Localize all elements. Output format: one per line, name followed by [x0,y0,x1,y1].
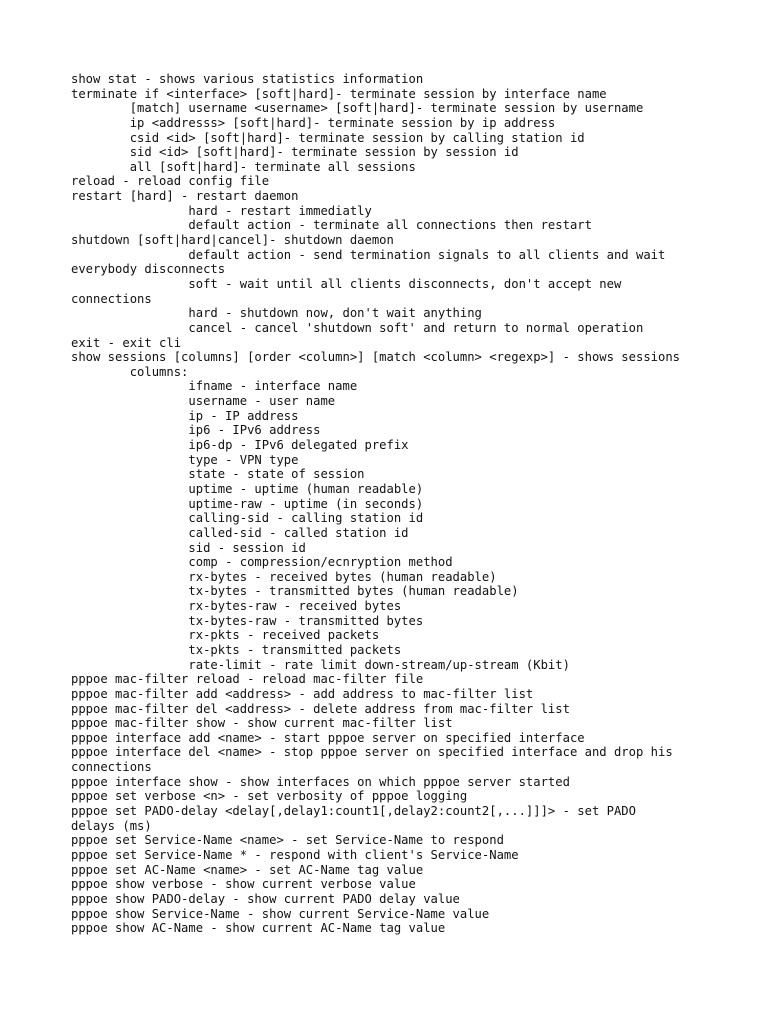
text-line: ip6 - IPv6 address [71,423,321,438]
text-line: connections [71,291,152,306]
text-line: ip6-dp - IPv6 delegated prefix [71,438,409,453]
text-line: rx-pkts - received packets [71,628,380,643]
text-line: show sessions [columns] [order <column>] [match <column> <regexp>] - shows sessions [71,350,681,365]
text-line: type - VPN type [71,452,299,467]
text-line: csid <id> [soft|hard]- terminate session by calling station id [71,130,585,145]
text-line: pppoe show Service-Name - show current Service-Name value [71,906,490,921]
text-line: shutdown [soft|hard|cancel]- shutdown daemon [71,233,394,248]
text-line: pppoe set verbose <n> - set verbosity of pppoe logging [71,789,468,804]
text-line: rate-limit - rate limit down-stream/up-stream (Kbit) [71,657,570,672]
text-line: tx-bytes-raw - transmitted bytes [71,613,424,628]
text-line: pppoe interface show - show interfaces on which pppoe server started [71,774,570,789]
text-line: default action - terminate all connections then restart [71,218,592,233]
text-line: restart [hard] - restart daemon [71,189,299,204]
text-line: sid - session id [71,540,306,555]
text-line: everybody disconnects [71,262,226,277]
text-line: pppoe show verbose - show current verbose value [71,877,416,892]
text-line: pppoe set AC-Name <name> - set AC-Name tag value [71,862,424,877]
text-line: pppoe mac-filter reload - reload mac-filter file [71,672,424,687]
text-line: ifname - interface name [71,379,358,394]
text-line: connections [71,760,152,775]
text-line: all [soft|hard]- terminate all sessions [71,159,416,174]
text-line: calling-sid - calling station id [71,511,424,526]
text-line: terminate if <interface> [soft|hard]- terminate session by interface name [71,86,607,101]
text-line: cancel - cancel 'shutdown soft' and return to normal operation [71,320,644,335]
text-line: ip - IP address [71,408,299,423]
text-line: hard - shutdown now, don't wait anything [71,306,482,321]
text-line: pppoe set Service-Name <name> - set Service-Name to respond [71,833,504,848]
cli-help-text [71,72,751,936]
text-line: pppoe show PADO-delay - show current PADO delay value [71,891,460,906]
text-line: pppoe set Service-Name * - respond with client's Service-Name [71,847,519,862]
text-line: hard - restart immediatly [71,203,372,218]
text-line: default action - send termination signals to all clients and wait [71,247,666,262]
text-line: show stat - shows various statistics information [71,72,424,86]
text-line: uptime-raw - uptime (in seconds) [71,496,424,511]
text-line: pppoe set PADO-delay <delay[,delay1:count1[,delay2:count2[,...]]]> - set PADO [71,804,636,819]
text-line: pppoe show AC-Name - show current AC-Name tag value [71,921,446,936]
text-line: [match] username <username> [soft|hard]- terminate session by username [71,101,644,116]
text-line: rx-bytes-raw - received bytes [71,599,402,614]
text-line: rx-bytes - received bytes (human readable) [71,569,497,584]
text-line: called-sid - called station id [71,525,409,540]
text-line: pppoe mac-filter show - show current mac-filter list [71,716,453,731]
text-line: soft - wait until all clients disconnects, don't accept new [71,276,622,291]
text-line: ip <addresss> [soft|hard]- terminate session by ip address [71,115,556,130]
text-line: tx-bytes - transmitted bytes (human readable) [71,584,519,599]
text-line: username - user name [71,394,336,409]
text-line: exit - exit cli [71,335,182,350]
text-line: delays (ms) [71,818,152,833]
text-line: comp - compression/ecnryption method [71,555,453,570]
text-line: columns: [71,364,189,379]
text-line: state - state of session [71,467,365,482]
text-line: pppoe mac-filter add <address> - add address to mac-filter list [71,686,534,701]
document-page [71,72,751,936]
text-line: pppoe interface add <name> - start pppoe server on specified interface [71,730,585,745]
text-line: sid <id> [soft|hard]- terminate session by session id [71,145,519,160]
text-line: pppoe interface del <name> - stop pppoe server on specified interface and drop his [71,745,673,760]
text-line: reload - reload config file [71,174,270,189]
text-line: tx-pkts - transmitted packets [71,642,402,657]
text-line: uptime - uptime (human readable) [71,481,424,496]
text-line: pppoe mac-filter del <address> - delete address from mac-filter list [71,701,570,716]
